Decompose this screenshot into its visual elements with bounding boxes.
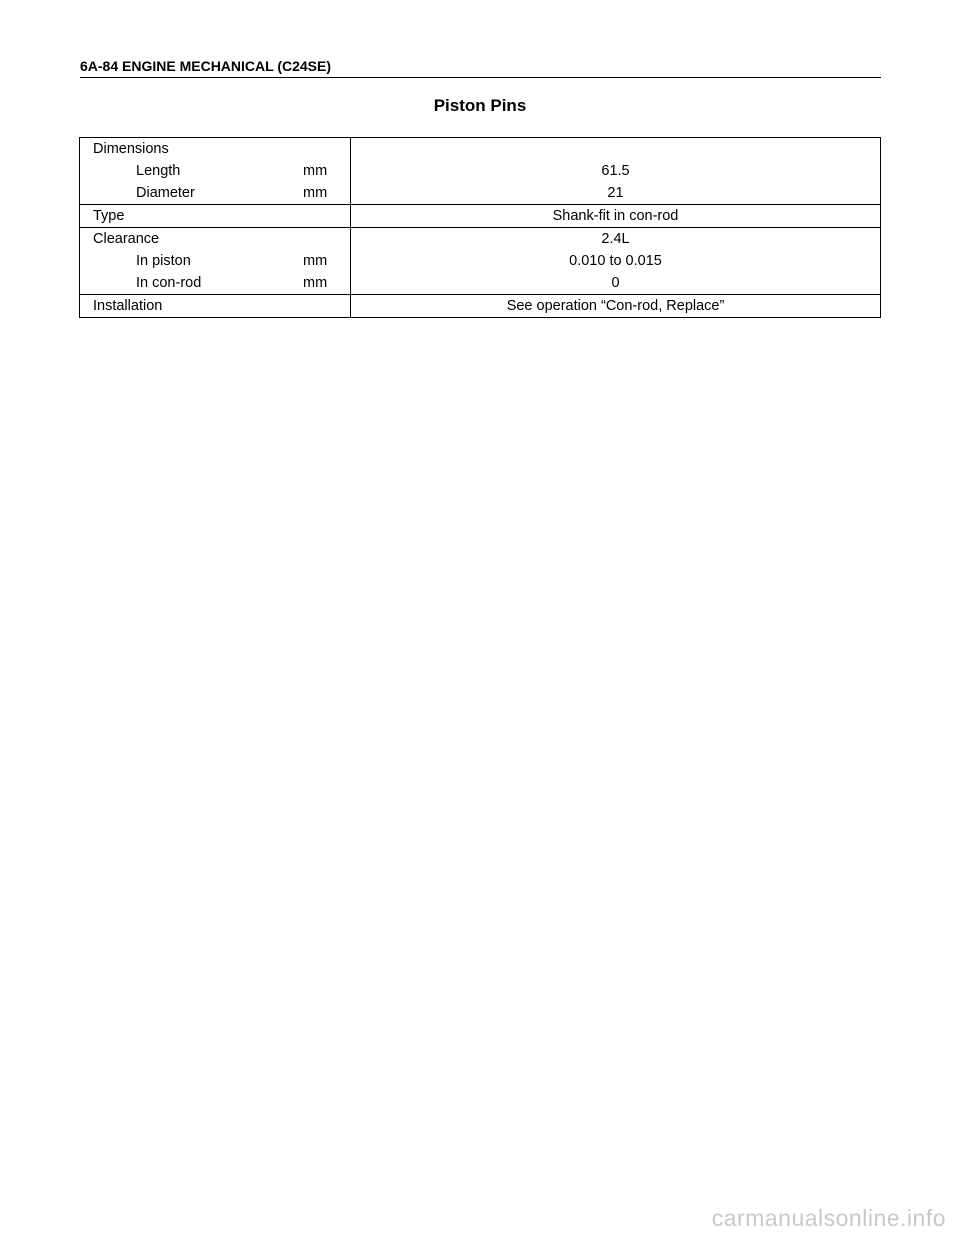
in-piston-value: 0.010 to 0.015	[569, 253, 662, 269]
diameter-value: 21	[607, 185, 624, 201]
in-conrod-unit: mm	[303, 275, 328, 291]
spec-table	[79, 137, 881, 318]
watermark: carmanualsonline.info	[711, 1205, 946, 1231]
table-row-type	[80, 205, 881, 228]
table-row-dimensions	[80, 138, 881, 205]
in-piston-label: In piston	[136, 253, 191, 269]
table-row-installation	[80, 295, 881, 318]
section-title: Piston Pins	[433, 96, 527, 115]
in-piston-unit: mm	[303, 253, 328, 269]
page-header-title: 6A-84 ENGINE MECHANICAL (C24SE)	[80, 58, 332, 74]
type-value-cell	[351, 205, 881, 228]
dimensions-label-cell	[80, 138, 351, 205]
table-row-clearance	[80, 228, 881, 295]
installation-label: Installation	[93, 298, 163, 314]
in-conrod-label: In con-rod	[136, 275, 202, 291]
clearance-label: Clearance	[93, 231, 160, 247]
type-label-cell	[80, 205, 351, 228]
installation-value: See operation “Con-rod, Replace”	[506, 298, 725, 314]
type-value: Shank-fit in con-rod	[552, 208, 679, 224]
in-conrod-value: 0	[611, 275, 620, 291]
installation-value-cell	[351, 295, 881, 318]
clearance-label-cell	[80, 228, 351, 295]
length-label: Length	[136, 163, 181, 179]
page-header	[80, 58, 881, 78]
installation-label-cell	[80, 295, 351, 318]
diameter-label: Diameter	[136, 185, 195, 201]
diameter-unit: mm	[303, 185, 328, 201]
type-label: Type	[93, 208, 125, 224]
clearance-value-cell	[351, 228, 881, 295]
clearance-engine-value: 2.4L	[601, 231, 630, 247]
length-unit: mm	[303, 163, 328, 179]
length-value: 61.5	[601, 163, 630, 179]
dimensions-label: Dimensions	[93, 141, 169, 157]
dimensions-value-cell	[351, 138, 881, 205]
